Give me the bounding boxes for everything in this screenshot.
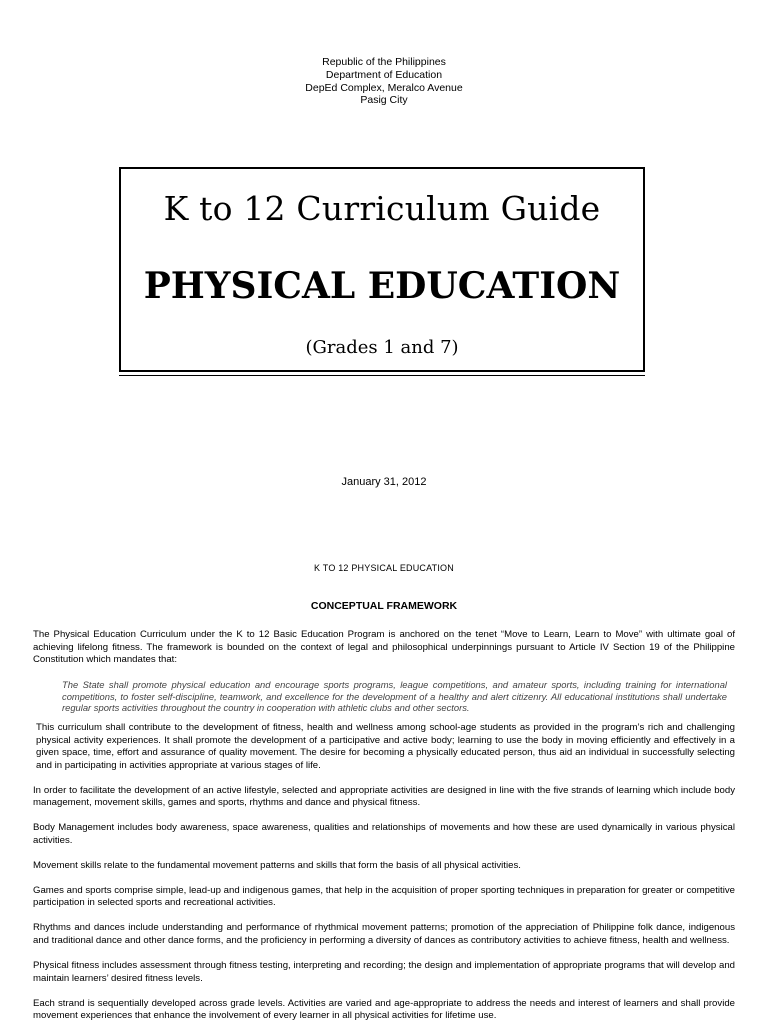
header-department: Department of Education: [325, 68, 443, 81]
paragraph-contribution: This curriculum shall contribute to the development of fitness, health and wellness among school-age students as provided in the program’s rich and challenging physical activity experiences. It shall promote the development of a participative and active body; learning to use the body in moving efficiently and effectively in a given space, time, effort and assurance of quality movement. The desire for becoming a physically educated person, thus aid an individual in successfully selecting and in participating in activities appropriate at various stages of life.: [36, 721, 735, 771]
paragraph-physical-fitness: Physical fitness includes assessment through fitness testing, interpreting and recording; the design and implementation of appropriate programs that will develop and maintain learners’ desired fitness levels.: [33, 960, 735, 984]
grades-label: (Grades 1 and 7): [305, 337, 459, 358]
paragraph-sequential: Each strand is sequentially developed across grade levels. Activities are varied and age-appropriate to address the needs and interest of learners and shall provide movement experiences that enhance the involvement of every learner in all physical activities for lifetime use.: [33, 997, 735, 1022]
header-city: Pasig City: [360, 94, 408, 107]
document-header: [0, 56, 768, 107]
section-title: K TO 12 PHYSICAL EDUCATION: [314, 563, 454, 573]
title-box: [119, 167, 645, 372]
constitution-quote: The State shall promote physical education and encourage sports programs, league competitions, and amateur sports, including training for international competitions, to foster self-discipline, teamwork, and excellence for the development of a healthy and alert citizenry. All educational institutions shall undertake regular sports activities throughout the country in cooperation with athletic clubs and other sectors.: [62, 679, 727, 714]
header-address: DepEd Complex, Meralco Avenue: [305, 81, 463, 94]
framework-title: CONCEPTUAL FRAMEWORK: [310, 600, 458, 612]
paragraph-body-management: Body Management includes body awareness, space awareness, qualities and relationships of movements and how these are used dynamically in various physical activities.: [33, 822, 735, 846]
paragraph-strands: In order to facilitate the development of an active lifestyle, selected and appropriate activities are designed in line with the five strands of learning which include body management, movement skills, games and sports, rhythms and dance and physical fitness.: [33, 784, 735, 809]
paragraph-movement-skills: Movement skills relate to the fundamental movement patterns and skills that form the basis of all physical activities.: [33, 859, 521, 871]
paragraph-intro: The Physical Education Curriculum under the K to 12 Basic Education Program is anchored on the tenet “Move to Learn, Learn to Move” with ultimate goal of achieving lifelong fitness. The framework is bounded on the context of legal and philosophical underpinnings pursuant to Article IV Section 19 of the Philippine Constitution which mandates that:: [33, 629, 735, 666]
paragraph-rhythms-dances: Rhythms and dances include understanding and performance of rhythmical movement patterns; promotion of the appreciation of Philippine folk dance, indigenous and traditional dance and other dance forms, and the proficiency in performing a diversity of dances as contributory activities to achieve fitness, health and wellness.: [33, 922, 735, 947]
paragraph-games-sports: Games and sports comprise simple, lead-up and indigenous games, that help in the acquisition of proper sporting techniques in preparation for greater or competitive participation in selected sports and recreational activities.: [33, 884, 735, 909]
subject-title: PHYSICAL EDUCATION: [143, 265, 621, 307]
document-body: [33, 629, 735, 1023]
document-date: January 31, 2012: [341, 476, 427, 488]
header-republic: Republic of the Philippines: [322, 56, 446, 68]
guide-title: K to 12 Curriculum Guide: [163, 189, 601, 228]
